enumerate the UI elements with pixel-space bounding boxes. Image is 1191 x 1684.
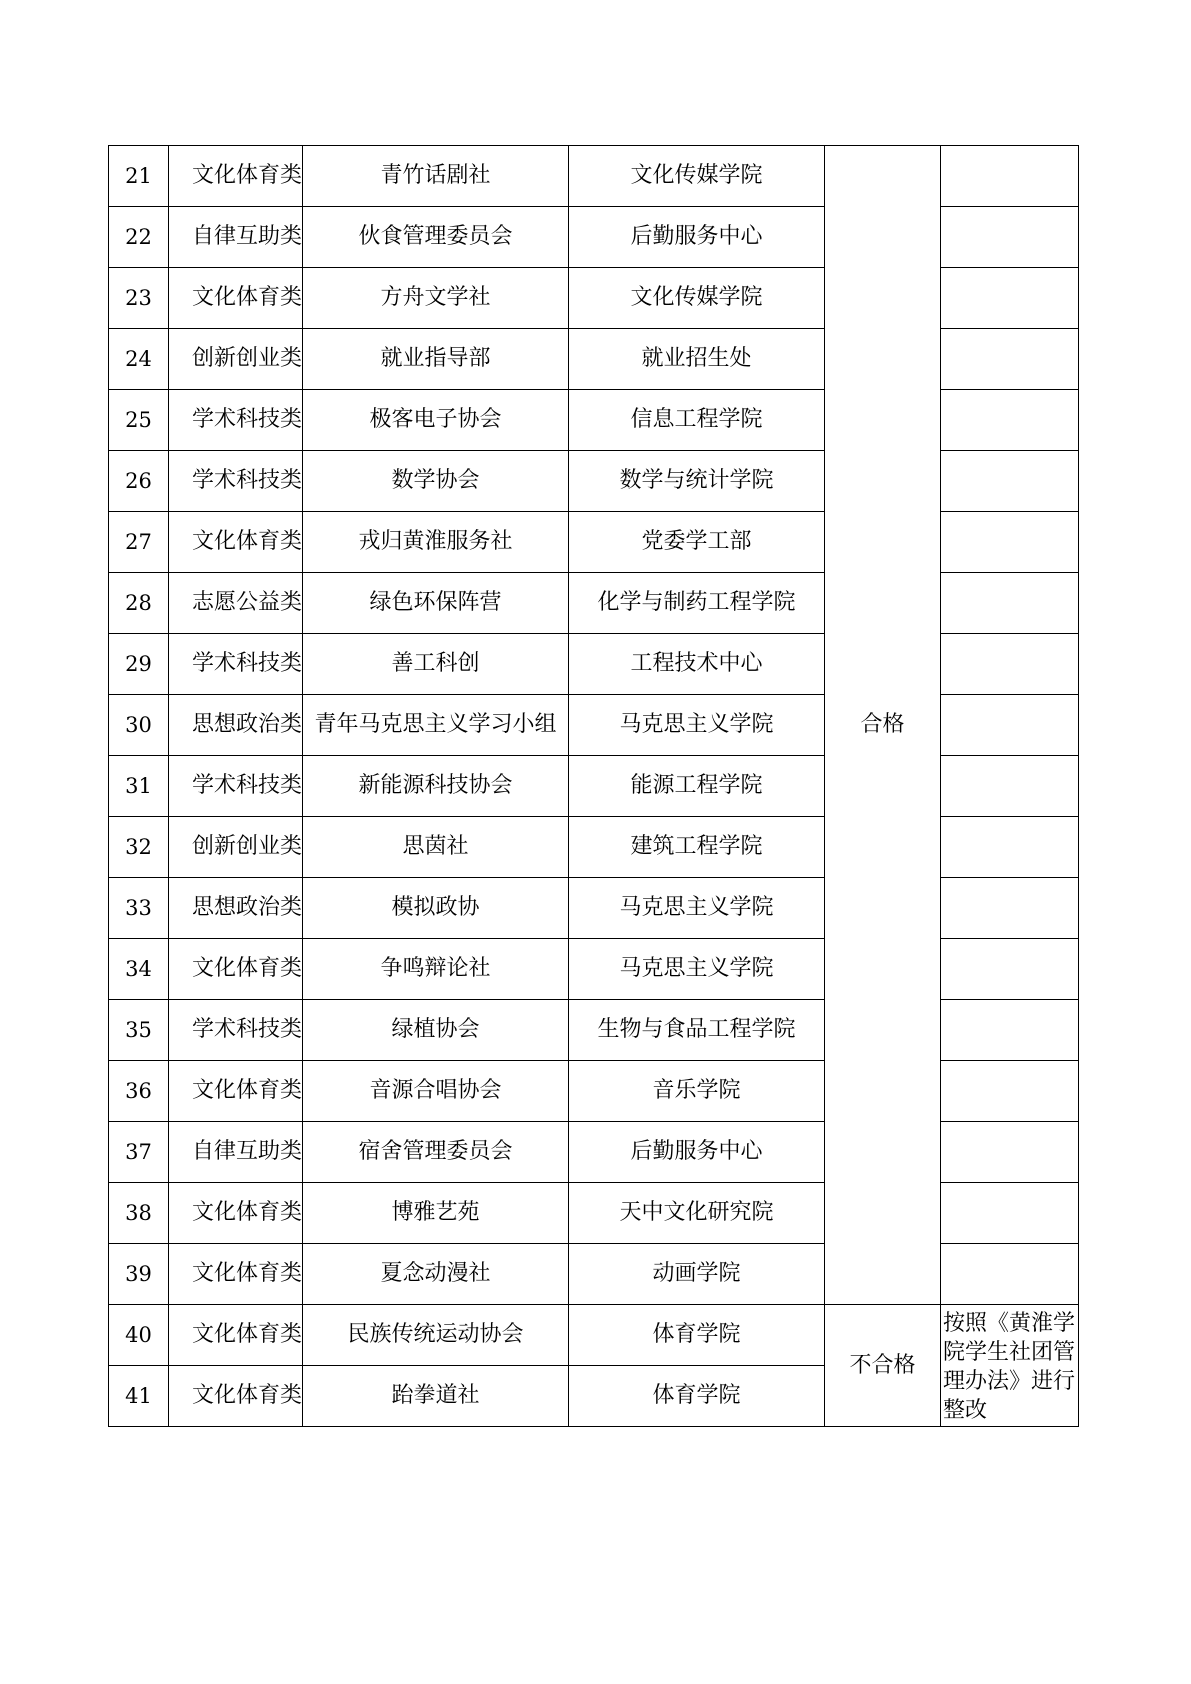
- association-name-cell: 争鸣辩论社: [303, 939, 569, 1000]
- unit-cell: 后勤服务中心: [569, 207, 825, 268]
- row-number: 28: [109, 573, 169, 634]
- table-row: [109, 146, 1079, 207]
- row-number: 22: [109, 207, 169, 268]
- unit-cell: 化学与制药工程学院: [569, 573, 825, 634]
- association-table: [108, 145, 1079, 1427]
- remark-cell: [941, 268, 1079, 329]
- row-number: 36: [109, 1061, 169, 1122]
- row-number: 29: [109, 634, 169, 695]
- row-number: 39: [109, 1244, 169, 1305]
- unit-cell: 工程技术中心: [569, 634, 825, 695]
- unit-cell: 建筑工程学院: [569, 817, 825, 878]
- association-name-cell: 就业指导部: [303, 329, 569, 390]
- unit-cell: 马克思主义学院: [569, 695, 825, 756]
- fail-note-cell: 按照《黄淮学院学生社团管理办法》进行整改: [941, 1305, 1079, 1427]
- row-number: 30: [109, 695, 169, 756]
- unit-cell: 音乐学院: [569, 1061, 825, 1122]
- unit-cell: 后勤服务中心: [569, 1122, 825, 1183]
- row-number: 31: [109, 756, 169, 817]
- row-number: 24: [109, 329, 169, 390]
- row-number: 41: [109, 1366, 169, 1427]
- unit-cell: 信息工程学院: [569, 390, 825, 451]
- association-name-cell: 宿舍管理委员会: [303, 1122, 569, 1183]
- row-number: 34: [109, 939, 169, 1000]
- row-number: 32: [109, 817, 169, 878]
- remark-cell: [941, 451, 1079, 512]
- table-body: [109, 146, 1079, 1427]
- row-number: 21: [109, 146, 169, 207]
- association-name-cell: 青年马克思主义学习小组: [303, 695, 569, 756]
- remark-cell: [941, 756, 1079, 817]
- association-name-cell: 伙食管理委员会: [303, 207, 569, 268]
- row-number: 25: [109, 390, 169, 451]
- category-cell: 思想政治类: [169, 695, 303, 756]
- row-number: 27: [109, 512, 169, 573]
- category-cell: 文化体育类: [169, 1366, 303, 1427]
- remark-cell: [941, 1122, 1079, 1183]
- remark-cell: [941, 573, 1079, 634]
- association-name-cell: 善工科创: [303, 634, 569, 695]
- category-cell: 文化体育类: [169, 146, 303, 207]
- result-fail-cell: 不合格: [825, 1305, 941, 1427]
- row-number: 37: [109, 1122, 169, 1183]
- association-name-cell: 音源合唱协会: [303, 1061, 569, 1122]
- unit-cell: 体育学院: [569, 1305, 825, 1366]
- remark-cell: [941, 817, 1079, 878]
- association-name-cell: 博雅艺苑: [303, 1183, 569, 1244]
- category-cell: 创新创业类: [169, 817, 303, 878]
- category-cell: 文化体育类: [169, 1244, 303, 1305]
- remark-cell: [941, 695, 1079, 756]
- row-number: 33: [109, 878, 169, 939]
- unit-cell: 生物与食品工程学院: [569, 1000, 825, 1061]
- remark-cell: [941, 634, 1079, 695]
- unit-cell: 党委学工部: [569, 512, 825, 573]
- row-number: 35: [109, 1000, 169, 1061]
- table-row: [109, 1305, 1079, 1366]
- association-name-cell: 戎归黄淮服务社: [303, 512, 569, 573]
- unit-cell: 就业招生处: [569, 329, 825, 390]
- remark-cell: [941, 1000, 1079, 1061]
- remark-cell: [941, 1061, 1079, 1122]
- category-cell: 文化体育类: [169, 1061, 303, 1122]
- association-name-cell: 极客电子协会: [303, 390, 569, 451]
- remark-cell: [941, 1244, 1079, 1305]
- row-number: 38: [109, 1183, 169, 1244]
- unit-cell: 体育学院: [569, 1366, 825, 1427]
- association-name-cell: 绿植协会: [303, 1000, 569, 1061]
- category-cell: 学术科技类: [169, 634, 303, 695]
- unit-cell: 数学与统计学院: [569, 451, 825, 512]
- unit-cell: 文化传媒学院: [569, 146, 825, 207]
- remark-cell: [941, 512, 1079, 573]
- category-cell: 自律互助类: [169, 1122, 303, 1183]
- row-number: 23: [109, 268, 169, 329]
- category-cell: 思想政治类: [169, 878, 303, 939]
- remark-cell: [941, 1183, 1079, 1244]
- unit-cell: 文化传媒学院: [569, 268, 825, 329]
- category-cell: 文化体育类: [169, 1183, 303, 1244]
- category-cell: 文化体育类: [169, 512, 303, 573]
- association-name-cell: 模拟政协: [303, 878, 569, 939]
- unit-cell: 能源工程学院: [569, 756, 825, 817]
- category-cell: 学术科技类: [169, 1000, 303, 1061]
- category-cell: 文化体育类: [169, 1305, 303, 1366]
- association-name-cell: 思茵社: [303, 817, 569, 878]
- category-cell: 学术科技类: [169, 756, 303, 817]
- association-name-cell: 民族传统运动协会: [303, 1305, 569, 1366]
- category-cell: 自律互助类: [169, 207, 303, 268]
- remark-cell: [941, 329, 1079, 390]
- category-cell: 学术科技类: [169, 390, 303, 451]
- unit-cell: 马克思主义学院: [569, 878, 825, 939]
- result-pass-cell: 合格: [825, 146, 941, 1305]
- association-name-cell: 新能源科技协会: [303, 756, 569, 817]
- unit-cell: 天中文化研究院: [569, 1183, 825, 1244]
- category-cell: 文化体育类: [169, 268, 303, 329]
- category-cell: 志愿公益类: [169, 573, 303, 634]
- unit-cell: 动画学院: [569, 1244, 825, 1305]
- association-name-cell: 数学协会: [303, 451, 569, 512]
- category-cell: 文化体育类: [169, 939, 303, 1000]
- category-cell: 学术科技类: [169, 451, 303, 512]
- association-name-cell: 方舟文学社: [303, 268, 569, 329]
- remark-cell: [941, 146, 1079, 207]
- row-number: 26: [109, 451, 169, 512]
- association-name-cell: 跆拳道社: [303, 1366, 569, 1427]
- association-name-cell: 绿色环保阵营: [303, 573, 569, 634]
- row-number: 40: [109, 1305, 169, 1366]
- remark-cell: [941, 939, 1079, 1000]
- remark-cell: [941, 878, 1079, 939]
- association-name-cell: 夏念动漫社: [303, 1244, 569, 1305]
- association-name-cell: 青竹话剧社: [303, 146, 569, 207]
- remark-cell: [941, 207, 1079, 268]
- category-cell: 创新创业类: [169, 329, 303, 390]
- remark-cell: [941, 390, 1079, 451]
- unit-cell: 马克思主义学院: [569, 939, 825, 1000]
